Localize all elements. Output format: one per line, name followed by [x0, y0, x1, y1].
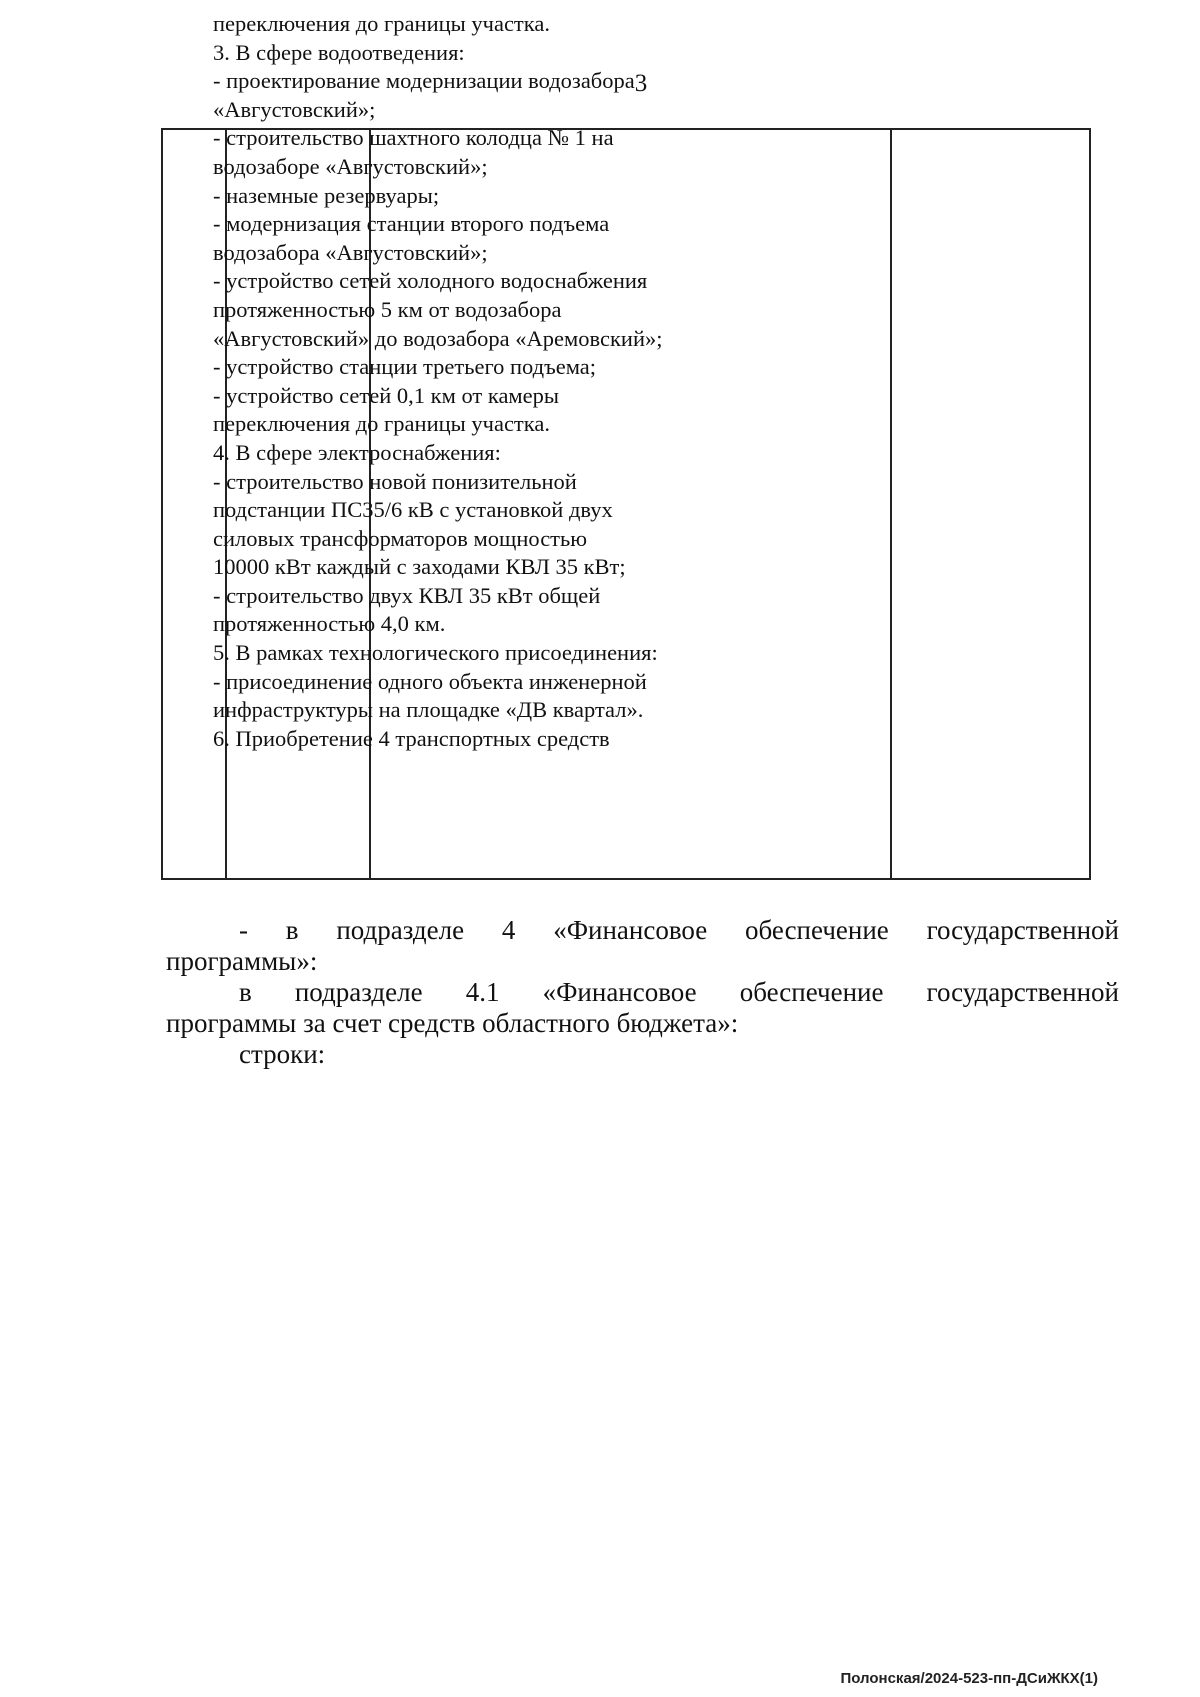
table-cell-line: силовых трансформаторов мощностью [213, 525, 588, 551]
table-cell-line: - присоединение одного объекта инженерной [213, 668, 647, 694]
table-cell-line: 4. В сфере электроснабжения: [213, 439, 501, 465]
table-cell-line: подстанции ПС35/6 кВ с установкой двух [213, 497, 613, 523]
table-cell-line: - строительство новой понизительной [213, 468, 577, 494]
table-cell-line: - устройство сетей 0,1 км от камеры [213, 382, 560, 408]
table-cell-line: 5. В рамках технологического присоединения: [213, 640, 658, 666]
paragraph-rows: строки: [239, 1039, 326, 1069]
table-cell-line: водозаборе «Августовский»; [213, 153, 488, 179]
table-cell-line: 3. В сфере водоотведения: [213, 39, 465, 65]
table-cell-line: протяженностью 5 км от водозабора [213, 296, 562, 322]
paragraph-subsection-4-1-line2: программы за счет средств областного бюджета»: [166, 1008, 739, 1038]
table-cell-line: переключения до границы участка. [213, 411, 550, 437]
table-column-divider [890, 130, 892, 878]
table-cell-line: «Августовский»; [213, 96, 376, 122]
table-cell-line: инфраструктуры на площадке «ДВ квартал». [213, 697, 644, 723]
table-cell-line: водозабора «Августовский»; [213, 239, 488, 265]
table-cell-line: - строительство двух КВЛ 35 кВт общей [213, 582, 601, 608]
table-cell-line: - устройство станции третьего подъема; [213, 354, 597, 380]
table-cell-line: - строительство шахтного колодца № 1 на [213, 125, 614, 151]
paragraph-subsection-4-line2: программы»: [166, 946, 318, 976]
table-cell-line: переключения до границы участка. [213, 11, 550, 36]
table-cell-line: - устройство сетей холодного водоснабжения [213, 268, 648, 294]
table-cell-line: - проектирование модернизации водозабора [213, 68, 635, 94]
paragraph-subsection-4-1-line1: в подразделе 4.1 «Финансовое обеспечение государственной [239, 977, 1119, 1007]
document-body [166, 915, 1119, 1070]
table-cell-line: - наземные резервуары; [213, 182, 440, 208]
table-cell-line: 6. Приобретение 4 транспортных средств [213, 725, 610, 751]
table-cell-content [213, 10, 728, 753]
paragraph-subsection-4-line1: - в подразделе 4 «Финансовое обеспечение государственной [239, 915, 1119, 945]
table-cell-line: «Августовский» до водозабора «Аремовский»; [213, 325, 663, 351]
document-footer-code: Полонская/2024-523-пп-ДСиЖКХ(1) [840, 1670, 1098, 1687]
table-cell-line: протяженностью 4,0 км. [213, 611, 446, 637]
table-cell-line: 10000 кВт каждый с заходами КВЛ 35 кВт; [213, 554, 626, 580]
table-cell-line: - модернизация станции второго подъема [213, 211, 610, 237]
page-number: 3 [634, 70, 648, 97]
